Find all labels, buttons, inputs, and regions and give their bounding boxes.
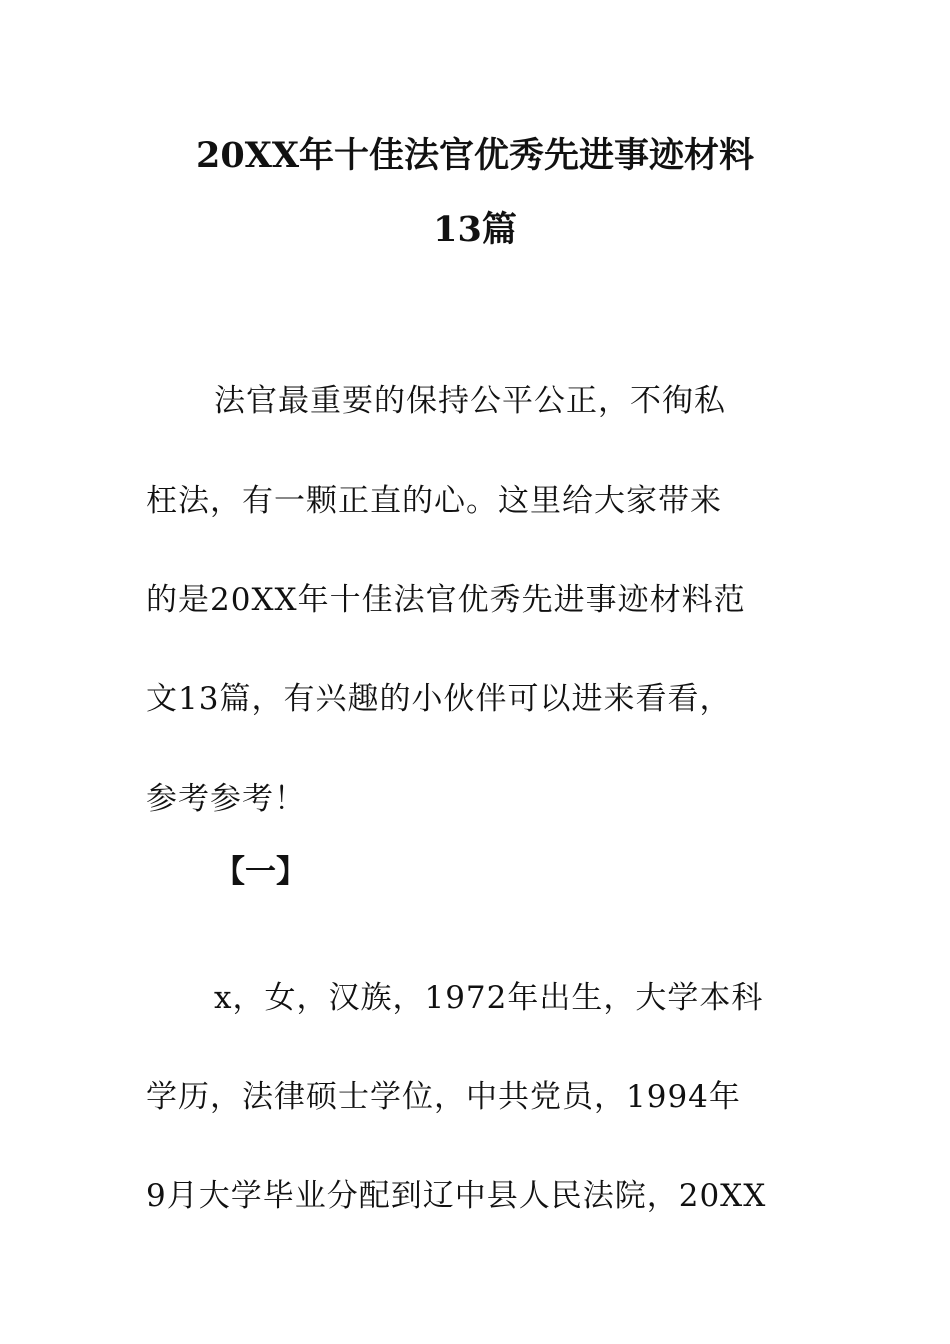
intro-line-3: 的是20XX年十佳法官优秀先进事迹材料范 [146, 582, 746, 618]
document-title-line-1: 20XX年十佳法官优秀先进事迹材料 [195, 135, 755, 176]
intro-line-4: 文13篇，有兴趣的小伙伴可以进来看看， [146, 681, 732, 717]
body-line-3: 9月大学毕业分配到辽中县人民法院，20XX [146, 1178, 767, 1214]
intro-line-2: 枉法，有一颗正直的心。这里给大家带来 [146, 483, 722, 519]
intro-line-1: 法官最重要的保持公平公正，不徇私 [214, 383, 726, 419]
section-heading: 【一】 [214, 854, 307, 890]
document-title-line-2: 13篇 [433, 209, 517, 250]
intro-line-5: 参考参考！ [146, 781, 306, 817]
body-line-1: x，女，汉族，1972年出生，大学本科 [214, 980, 764, 1016]
body-line-2: 学历，法律硕士学位，中共党员，1994年 [146, 1079, 741, 1115]
